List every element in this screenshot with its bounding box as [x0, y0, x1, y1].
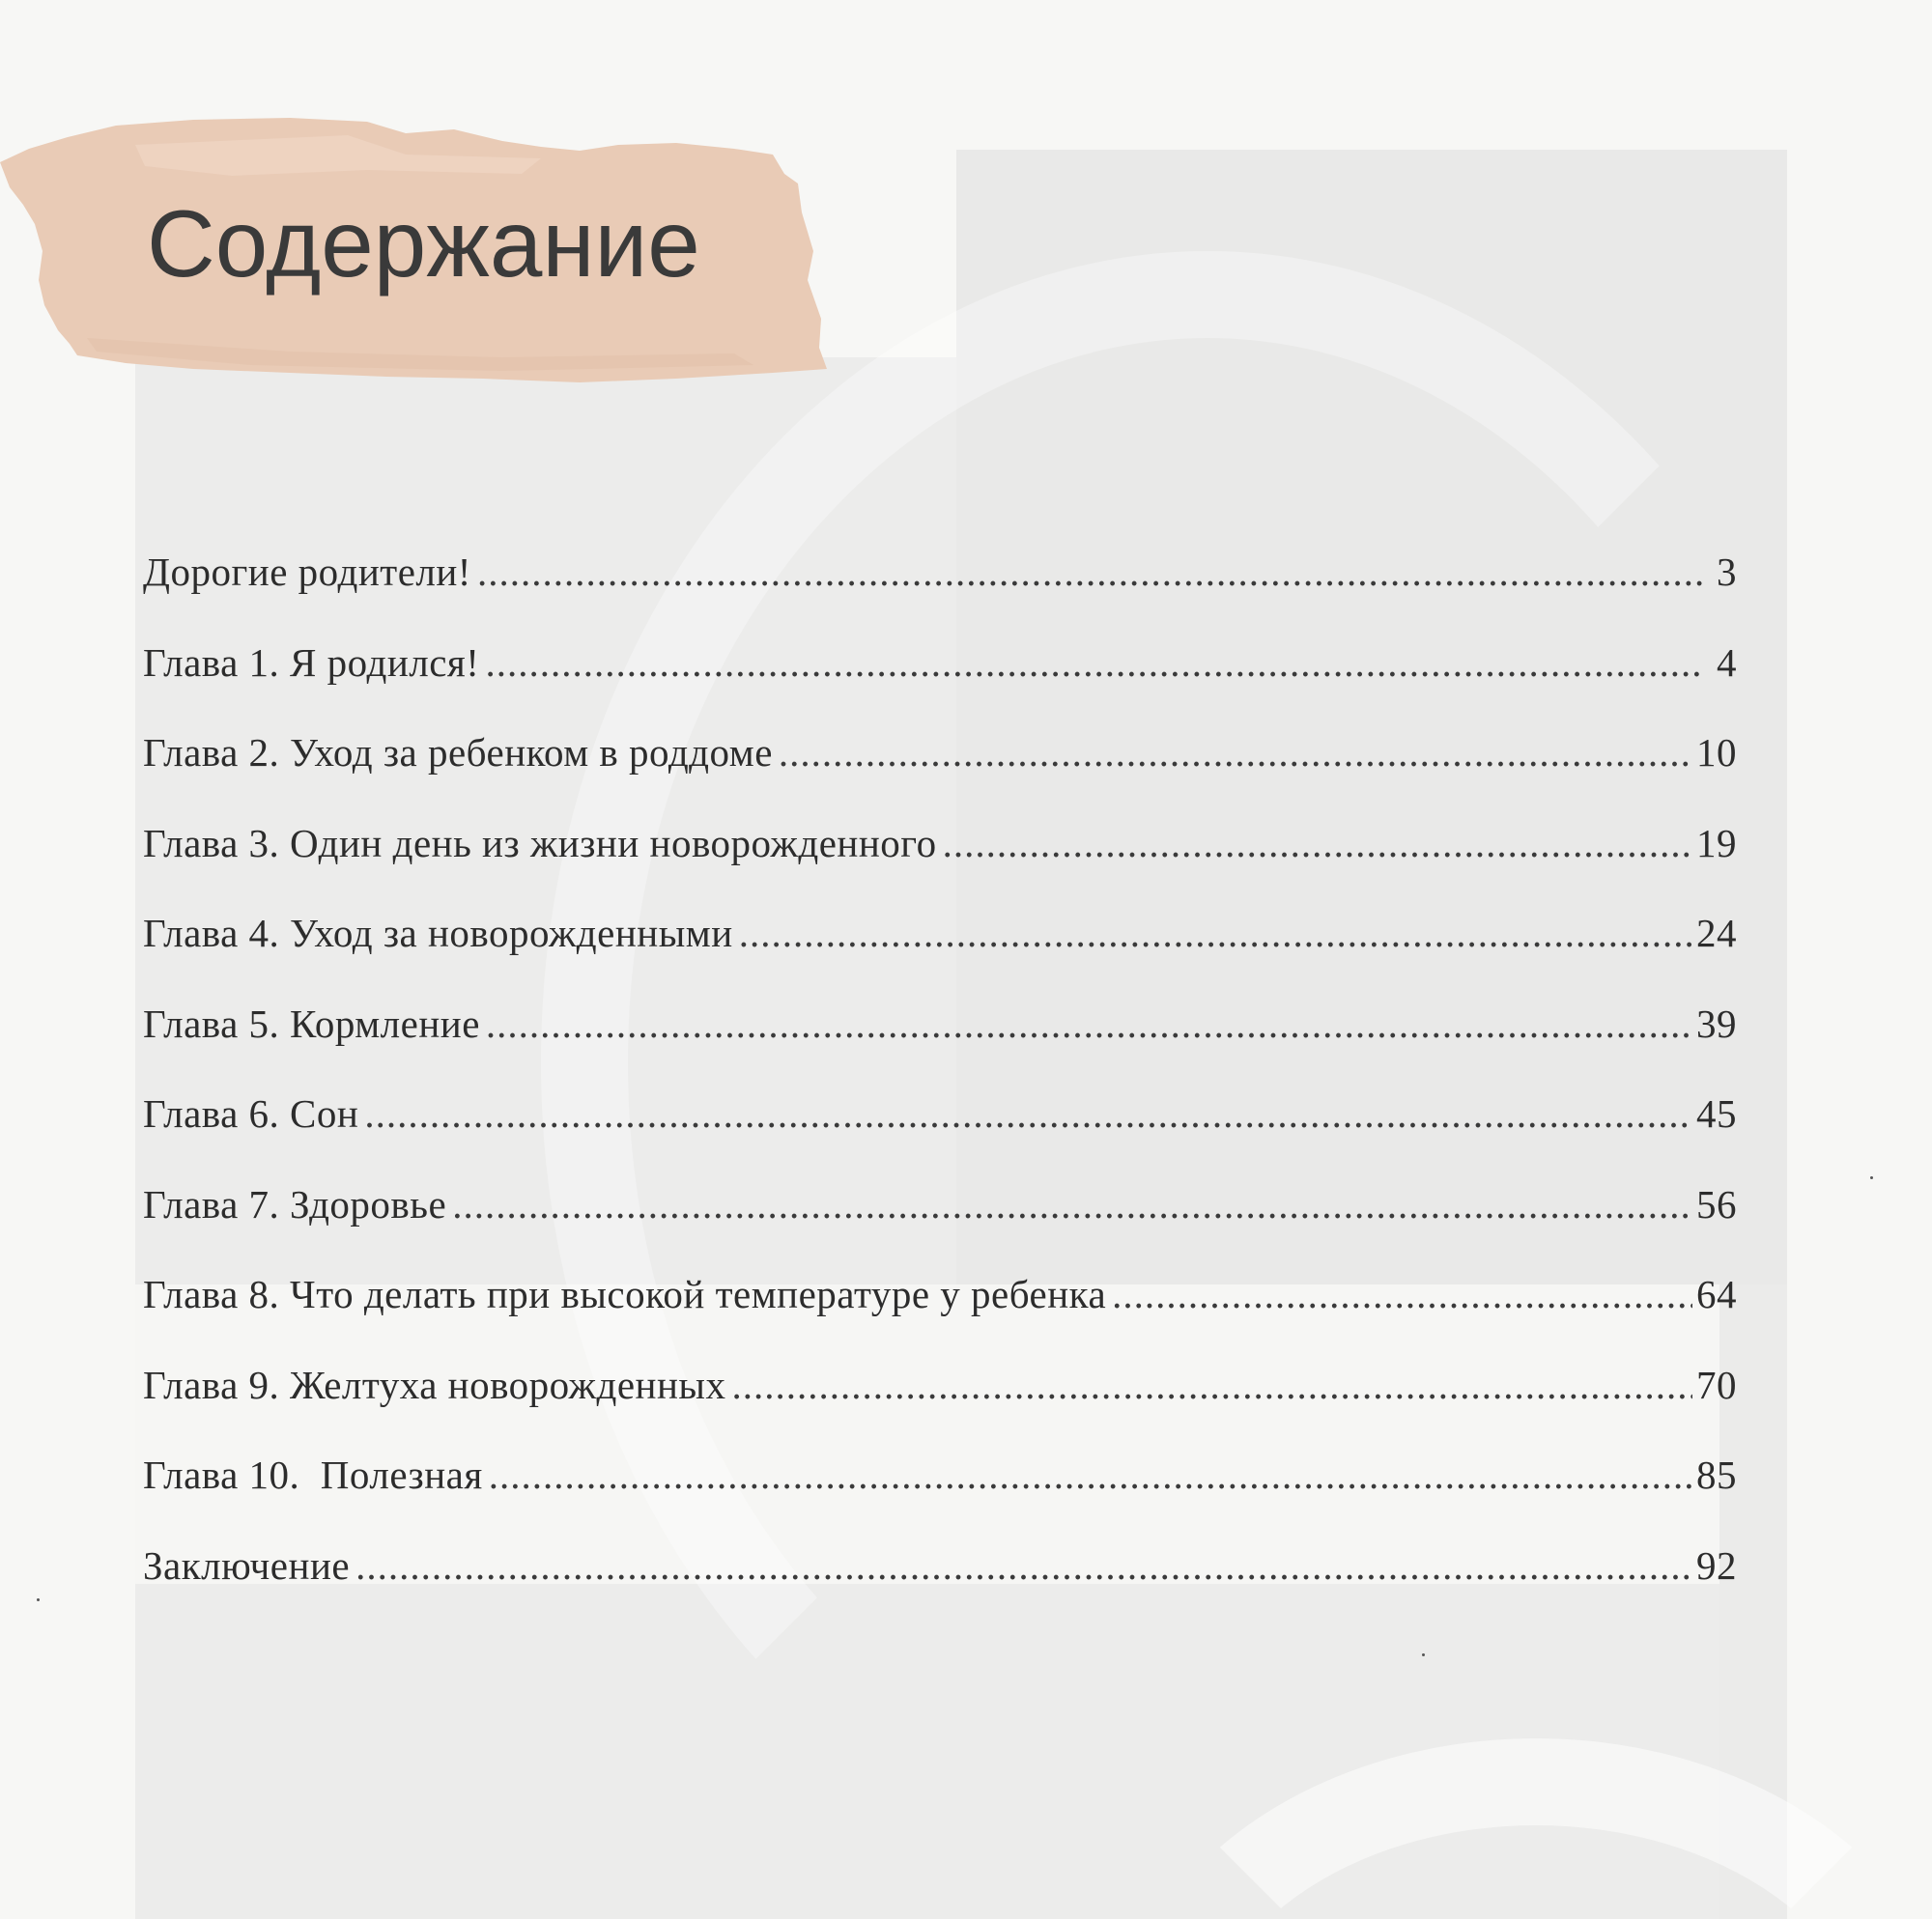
toc-leader-dots: [477, 549, 1704, 595]
toc-row[interactable]: [143, 1001, 1737, 1091]
toc-title: Глава 10. Полезная: [143, 1453, 483, 1497]
toc-title: Глава 2. Уход за ребенком в роддоме: [143, 730, 773, 775]
toc-row[interactable]: [143, 820, 1737, 911]
toc-page-number: 64: [1696, 1272, 1737, 1316]
toc-page-number: 3: [1717, 550, 1737, 594]
toc-leader-dots: [779, 729, 1692, 776]
toc-leader-dots: [485, 639, 1704, 686]
toc-row[interactable]: [143, 1090, 1737, 1181]
toc-page-number: 24: [1696, 911, 1737, 955]
toc-page-number: 92: [1696, 1542, 1737, 1588]
toc-row[interactable]: [143, 1452, 1737, 1542]
toc-leader-dots: [943, 820, 1692, 866]
toc-page-number: 85: [1696, 1453, 1737, 1497]
toc-title: Глава 9. Желтуха новорожденных: [143, 1362, 726, 1407]
toc-page-number: 4: [1717, 639, 1737, 685]
toc-leader-dots: [364, 1090, 1692, 1137]
toc-row[interactable]: [143, 729, 1737, 820]
toc-title: Глава 6. Сон: [143, 1091, 359, 1136]
toc-title: Глава 3. Один день из жизни новорожденного: [143, 820, 937, 865]
toc-row[interactable]: [143, 1181, 1737, 1272]
toc-title: Глава 5. Кормление: [143, 1001, 480, 1046]
toc-title: Заключение: [143, 1542, 351, 1588]
toc-leader-dots: [489, 1452, 1692, 1498]
toc-leader-dots: [739, 910, 1692, 956]
toc-page-number: 10: [1696, 730, 1737, 775]
toc-title: Дорогие родители!: [143, 550, 471, 594]
toc-page-number: 56: [1696, 1181, 1737, 1227]
page-title: Содержание: [147, 190, 700, 296]
toc-leader-dots: [486, 1001, 1692, 1047]
toc-title: Глава 7. Здоровье: [143, 1181, 447, 1227]
toc-row[interactable]: [143, 910, 1737, 1001]
toc-page-number: 19: [1696, 820, 1737, 865]
toc-page-number: 39: [1696, 1001, 1737, 1046]
toc-row[interactable]: [143, 1271, 1737, 1362]
toc-page-number: 45: [1696, 1091, 1737, 1136]
toc-title: Глава 4. Уход за новорожденными: [143, 911, 733, 955]
table-of-contents: [143, 549, 1737, 1632]
toc-row[interactable]: [143, 1362, 1737, 1453]
toc-leader-dots: [731, 1362, 1692, 1408]
toc-title: Глава 8. Что делать при высокой температуре у ребенка: [143, 1272, 1107, 1316]
toc-leader-dots: [355, 1542, 1692, 1589]
paper-speck: [1422, 1653, 1425, 1656]
toc-leader-dots: [452, 1181, 1692, 1228]
toc-title: Глава 1. Я родился!: [143, 639, 480, 685]
toc-row[interactable]: [143, 549, 1737, 639]
toc-page-number: 70: [1696, 1362, 1737, 1407]
toc-row[interactable]: [143, 639, 1737, 730]
toc-leader-dots: [1112, 1271, 1692, 1317]
paper-speck: [1870, 1176, 1873, 1179]
paper-speck: [37, 1598, 40, 1601]
toc-row[interactable]: [143, 1542, 1737, 1633]
